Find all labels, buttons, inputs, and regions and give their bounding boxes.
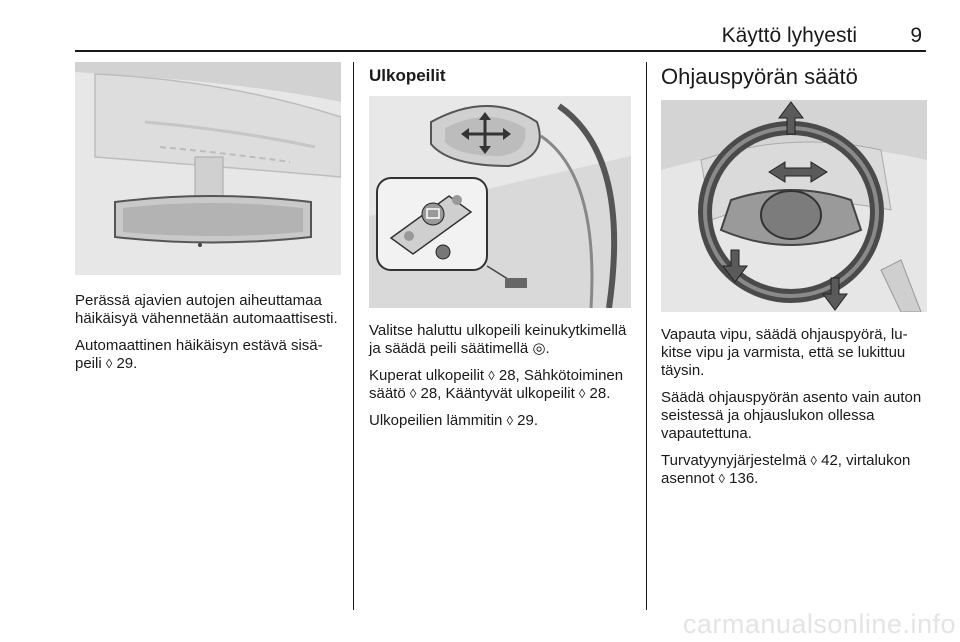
col2-paragraph-1 bbox=[369, 322, 631, 358]
page-header-title: Käyttö lyhyesti bbox=[721, 24, 857, 47]
col1-p2-text: Automaattinen häikäisyn estävä sisäpeili bbox=[75, 337, 323, 372]
col2-p3-a: Ulkopeilien lämmitin bbox=[369, 412, 507, 429]
page-reference-arrow-icon: ◊ bbox=[810, 453, 817, 468]
col3-p3-a: Turvatyynyjärjestelmä bbox=[661, 452, 811, 469]
col3-paragraph-1: Vapauta vipu, säädä ohjauspyörä, lukitse vipu ja varmista, että se lukittuu täysin. bbox=[661, 326, 908, 379]
column-outside-mirrors bbox=[369, 62, 631, 439]
page-reference-arrow-icon: ◊ bbox=[409, 386, 417, 401]
page-number: 9 bbox=[910, 24, 922, 47]
mirror-switch-illustration bbox=[369, 96, 631, 308]
col2-p1-text: Valitse haluttu ulkopeili keinukytkimellä ja säädä peili säätimellä bbox=[369, 322, 627, 357]
col2-p3-b: 29. bbox=[513, 412, 539, 429]
col1-paragraph-1: Perässä ajavien autojen aiheuttamaa häikäisyä vähennetään automaattisesti. bbox=[75, 292, 338, 327]
col2-p1-end: . bbox=[545, 340, 550, 357]
col2-p2-c: 28, Kääntyvät ulkopeilit bbox=[416, 385, 579, 402]
col3-paragraph-2: Säädä ohjauspyörän asento vain auton seistessä ja ohjauslukon ollessa vapautettuna. bbox=[661, 389, 922, 442]
column-divider bbox=[353, 62, 354, 610]
page-reference-arrow-icon: ◊ bbox=[105, 356, 113, 371]
col3-paragraph-3 bbox=[661, 452, 927, 488]
header-rule bbox=[75, 50, 926, 52]
col1-paragraph-2 bbox=[75, 337, 341, 373]
page-reference-arrow-icon: ◊ bbox=[578, 386, 586, 401]
column-steering-wheel-adjustment bbox=[661, 62, 927, 497]
page-reference-arrow-icon: ◊ bbox=[506, 413, 513, 428]
mirror-adjust-symbol-icon: ◎ bbox=[532, 340, 546, 357]
page-reference-arrow-icon: ◊ bbox=[718, 471, 725, 486]
col2-p2-b: 28, Sähkötoiminen säätö bbox=[369, 367, 624, 402]
section-title-outside-mirrors: Ulkopeilit bbox=[369, 66, 446, 85]
col1-p2-ref: 29. bbox=[112, 355, 138, 372]
page-reference-arrow-icon: ◊ bbox=[488, 368, 495, 383]
rearview-mirror-illustration bbox=[75, 62, 341, 275]
steering-wheel-illustration bbox=[661, 100, 927, 312]
section-title-steering-wheel: Ohjauspyörän säätö bbox=[661, 64, 858, 89]
col2-p2-d: 28. bbox=[585, 385, 611, 402]
col3-p3-b: 42, virtalukon asennot bbox=[661, 452, 911, 487]
col2-paragraph-2 bbox=[369, 367, 631, 403]
column-rearview-mirror bbox=[75, 62, 341, 382]
col3-p3-c: 136. bbox=[724, 470, 759, 487]
watermark-text: carmanualsonline.info bbox=[682, 609, 956, 639]
col2-p2-a: Kuperat ulkopeilit bbox=[369, 367, 489, 384]
col2-paragraph-3 bbox=[369, 412, 631, 430]
column-divider bbox=[646, 62, 647, 610]
